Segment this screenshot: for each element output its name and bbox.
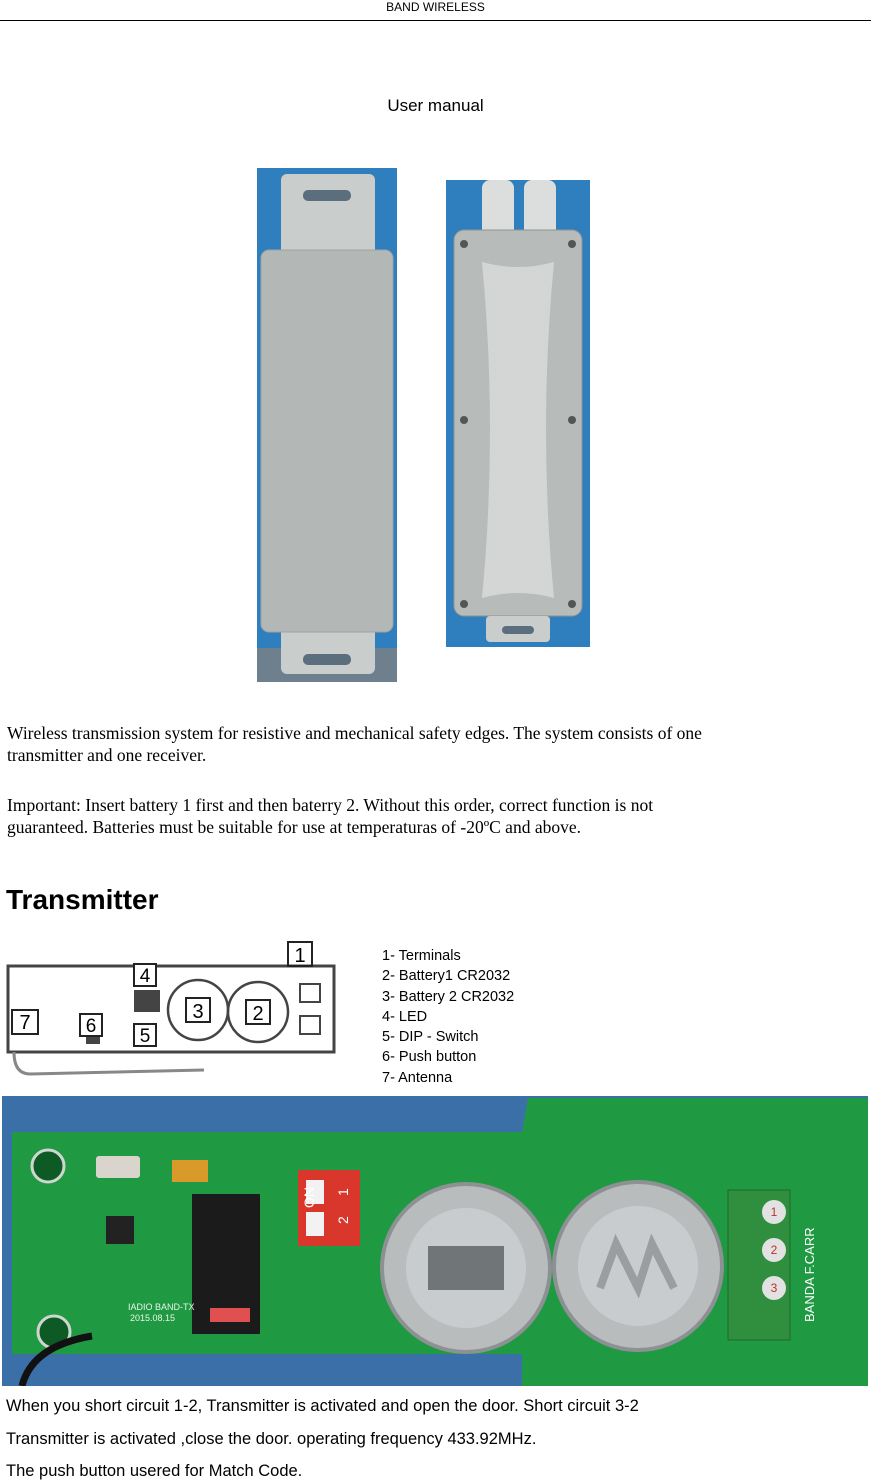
legend-item: 3- Battery 2 CR2032	[382, 988, 515, 1005]
section-heading-transmitter: Transmitter	[6, 884, 159, 915]
page-header	[0, 0, 871, 21]
diagram-label-5: 5	[139, 1026, 151, 1047]
legend-item: 1- Terminals	[382, 948, 461, 964]
intro-line-1: Wireless transmission system for resistive and mechanical safety edges. The system consists of one	[7, 723, 702, 743]
intro-paragraph	[7, 722, 867, 766]
diagram-label-6: 6	[85, 1016, 97, 1037]
diagram-label-2: 2	[252, 1003, 264, 1025]
diagram-label-7: 7	[19, 1012, 31, 1034]
legend-item: 5- DIP - Switch	[382, 1029, 479, 1046]
important-line-1: Important: Insert battery 1 first and then baterry 2. Without this order, correct function is not	[7, 795, 654, 815]
transmitter-diagram	[4, 938, 344, 1080]
legend-item: 4- LED	[382, 1008, 428, 1025]
component-legend	[382, 946, 514, 1088]
product-photo-left	[257, 168, 397, 682]
bottom-line-2: Transmitter is activated ,close the door. operating frequency 433.92MHz.	[6, 1430, 537, 1448]
terminal-label-2: 2	[770, 1243, 778, 1257]
product-photo-right	[446, 180, 590, 647]
dip-on-label: ON	[301, 1187, 317, 1208]
header-text: BAND WIRELESS	[386, 0, 485, 14]
pcb-photo	[2, 1096, 868, 1386]
important-paragraph	[7, 794, 867, 838]
pcb-silk-date: 2015.08.15	[130, 1313, 176, 1323]
pcb-silk-brand: BANDA F.CARR	[802, 1227, 817, 1322]
dip-1-label: 1	[335, 1188, 351, 1196]
legend-item: 2- Battery1 CR2032	[382, 968, 511, 985]
important-line-2: guaranteed. Batteries must be suitable for use at temperaturas of -20ºC and above.	[7, 817, 581, 837]
diagram-label-3: 3	[192, 1001, 204, 1023]
terminal-label-1: 1	[770, 1205, 778, 1219]
bottom-line-3: The push button usered for Match Code.	[6, 1462, 303, 1480]
bottom-line-1: When you short circuit 1-2, Transmitter is activated and open the door. Short circuit 3-2	[6, 1397, 639, 1415]
legend-item: 6- Push button	[382, 1049, 477, 1066]
pcb-silk-board: IADIO BAND-TX	[128, 1302, 195, 1312]
dip-2-label: 2	[335, 1216, 351, 1224]
terminal-label-3: 3	[770, 1281, 778, 1295]
legend-item: 7- Antenna	[382, 1069, 453, 1086]
document-title: User manual	[387, 96, 484, 115]
diagram-label-4: 4	[139, 966, 151, 987]
diagram-label-1: 1	[294, 945, 306, 967]
intro-line-2: transmitter and one receiver.	[7, 745, 207, 765]
